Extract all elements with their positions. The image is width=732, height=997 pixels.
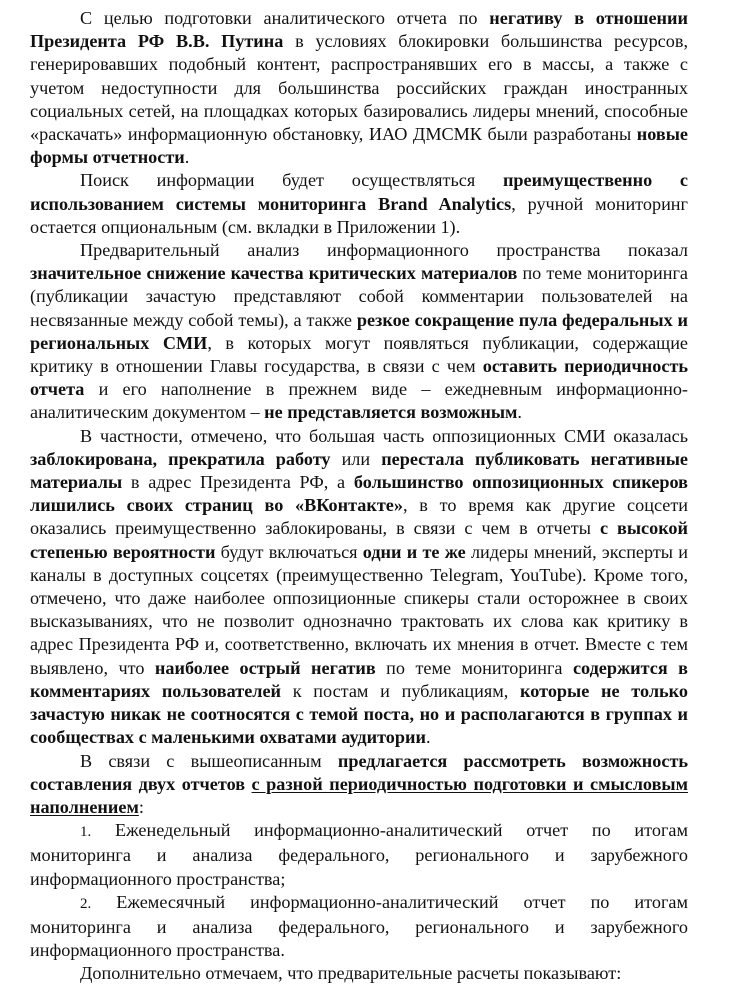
bold-text-run: одни и те же — [362, 541, 466, 562]
list-number: 2. — [80, 895, 92, 912]
bold-text-run: наиболее острый негатив — [154, 657, 376, 678]
text-run: по теме мониторинга (публикации зачастую представляют собой комментарии пользователей на несвязанные между собой темы), а также — [30, 263, 688, 330]
text-run: в условиях блокировки большинства ресурсов, генерировавших подобный контент, распространявших его в массы, а также с учетом недоступности для большинства российских граждан иностранных социальных сетей, на площадках которых базировались лидеры мнений, способные «раскачать» информационную обстановку, ИАО ДМСМК были разработаны — [30, 31, 688, 145]
bold-text-run: предлагается рассмотреть возможность составления двух отчетов — [30, 750, 688, 794]
list-item-monthly-report — [30, 891, 688, 963]
text-run: Дополнительно отмечаем, что предварительные расчеты показывают: — [80, 963, 622, 984]
list-item-weekly-report — [30, 819, 688, 891]
bold-text-run: с высокой степенью вероятности — [30, 518, 689, 562]
document-page — [30, 7, 688, 986]
text-run: будут включаться — [215, 541, 363, 562]
text-run: В связи с вышеописанным — [80, 750, 338, 771]
text-run: лидеры мнений, эксперты и каналы в доступных соцсетях (преимущественно Telegram, YouTube). Кроме того, отмечено, что даже наиболее оппозиционные спикеры стали осторожнее в своих высказываниях, что не позволит однозначно трактовать их слова как критику в адрес Президента РФ и, соответственно, включать их мнения в отчет. Вместе с тем выявлено, что — [30, 541, 688, 678]
bold-text-run: перестала публиковать негативные материалы — [30, 448, 689, 493]
bold-text-run: которые не только зачастую никак не соотносятся с темой поста, но и располагаются в группах и сообществах с маленькими охватами аудитории — [30, 680, 688, 748]
paragraph-additional — [30, 962, 688, 985]
text-run: Предварительный анализ информационного пространства показал — [80, 240, 688, 261]
bold-text-run: оставить периодичность отчета — [30, 356, 688, 400]
bold-text-run: большинство оппозиционных спикеров лишились своих страниц во «ВКонтакте» — [30, 472, 689, 516]
bold-text-run: резкое сокращение пула федеральных и региональных СМИ — [30, 309, 688, 353]
bold-text-run: заблокирована, прекратила работу — [30, 448, 331, 469]
paragraph-proposal — [30, 750, 688, 820]
text-run: , в которых могут появляться публикации, содержащие критику в отношении Главы государства, в связи с чем — [30, 332, 688, 377]
paragraph-search — [30, 169, 688, 239]
text-run: и его наполнение в прежнем виде – ежедневным информационно-аналитическим документом – — [30, 379, 688, 423]
bold-text-run: содержится в комментариях пользователей — [30, 657, 688, 701]
underlined-text-run: с разной периодичностью подготовки и смысловым наполнением — [30, 773, 688, 817]
text-run: : — [138, 796, 144, 817]
text-run: . — [184, 147, 190, 168]
paragraph-intro — [30, 7, 688, 169]
text-run: В частности, отмечено, что большая часть оппозиционных СМИ оказалась — [80, 425, 688, 446]
text-run: . — [425, 727, 431, 748]
text-run: . — [517, 402, 522, 423]
bold-text-run: не представляется возможным — [264, 402, 518, 423]
text-run: или — [330, 448, 382, 469]
text-run: в адрес Президента РФ, а — [122, 472, 354, 493]
bold-text-run: преимущественно с использованием системы мониторинга Brand Analytics — [30, 170, 688, 214]
text-run: С целью подготовки аналитического отчета по — [80, 8, 490, 28]
bold-text-run: значительное снижение качества критических материалов — [30, 263, 518, 284]
paragraph-analysis — [30, 239, 688, 425]
list-item-text: Еженедельный информационно-аналитический отчет по итогам мониторинга и анализа федерального, регионального и зарубежного информационного пространства; — [30, 820, 689, 889]
text-run: по теме мониторинга — [375, 657, 573, 678]
list-item-text: Ежемесячный информационно-аналитический отчет по итогам мониторинга и анализа федерального, регионального и зарубежного информационного пространства. — [30, 891, 689, 961]
text-run: к постам и публикациям, — [281, 680, 521, 701]
list-number: 1. — [80, 824, 92, 841]
paragraph-details — [30, 425, 688, 750]
text-run: Поиск информации будет осуществляться — [80, 170, 503, 191]
bold-text-run: новые формы отчетности — [30, 124, 688, 168]
text-run: , ручной мониторинг остается опциональным (см. вкладки в Приложении 1). — [30, 193, 688, 237]
bold-text-run: негативу в отношении Президента РФ В.В. Путина — [30, 8, 688, 52]
text-run: , в то время как другие соцсети оказались преимущественно заблокированы, в связи с чем в отчеты — [30, 495, 689, 539]
